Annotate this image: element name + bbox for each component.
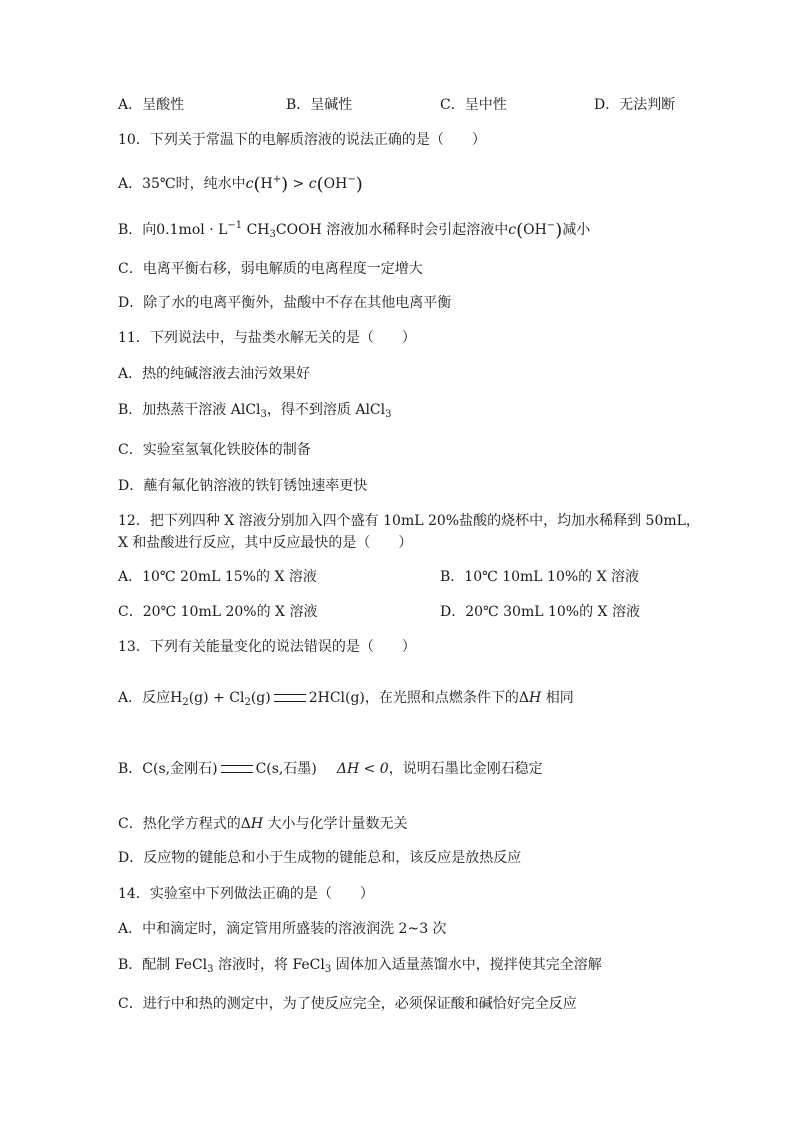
equals-sign-icon — [221, 765, 253, 773]
q10-stem: 10．下列关于常温下的电解质溶液的说法正确的是（ ） — [118, 132, 486, 148]
q13-a-end: 相同 — [541, 690, 574, 706]
q10-b-formula2: COOH — [275, 222, 322, 238]
q12-option-c: C．20℃ 10mL 20%的 X 溶液 — [118, 604, 318, 620]
q13-c-prefix: C．热化学方程式的 — [118, 816, 241, 832]
q11-b-prefix: B．加热蒸干溶液 AlCl — [118, 402, 261, 418]
q9-option-b: B．呈碱性 — [286, 97, 353, 113]
q14-option-a: A．中和滴定时，滴定管用所盛装的溶液润洗 2~3 次 — [118, 921, 447, 937]
q13-option-b — [118, 759, 543, 779]
q10-b-formula: CH — [246, 222, 270, 238]
q14-b-suffix: 固体加入适量蒸馏水中，搅拌使其完全溶解 — [331, 957, 602, 973]
q12-option-d: D．20℃ 30mL 10%的 X 溶液 — [440, 604, 640, 620]
q13-b-left: C(s,金刚石) — [142, 761, 218, 777]
q12-stem-line2: X 和盐酸进行反应，其中反应最快的是（ ） — [118, 535, 413, 551]
q13-a-suffix: ，在光照和点燃条件下的 — [364, 690, 519, 706]
q11-b-mid: ，得不到溶质 AlCl — [266, 402, 386, 418]
q10-b-prefix: B．向 — [118, 222, 157, 238]
q10-b-conc: 0.1mol · L — [156, 222, 228, 238]
q11-option-d: D．蘸有氟化钠溶液的铁钉锈蚀速率更快 — [118, 478, 368, 494]
q10-a-prefix: A．35℃时，纯水中 — [118, 176, 246, 192]
q10-option-a: A．35℃时，纯水中c(H+) > c(OH−) — [118, 174, 363, 195]
q9-option-c: C．呈中性 — [440, 97, 507, 113]
q11-option-b: B．加热蒸干溶液 AlCl$_3$，得不到溶质 AlCl$_3$ — [118, 402, 392, 420]
q13-c-suffix: 大小与化学计量数无关 — [263, 816, 408, 832]
q13-option-d: D．反应物的键能总和小于生成物的键能总和，该反应是放热反应 — [118, 850, 522, 866]
q14-option-c: C．进行中和热的测定中，为了使反应完全，必须保证酸和碱恰好完全反应 — [118, 996, 577, 1012]
q14-stem: 14．实验室中下列做法正确的是（ ） — [118, 886, 374, 902]
q14-b-prefix: B．配制 FeCl — [118, 957, 208, 973]
q10-b-suffix: 减小 — [562, 222, 591, 238]
q11-option-c: C．实验室氢氧化铁胶体的制备 — [118, 442, 311, 458]
q13-option-c: C．热化学方程式的ΔH 大小与化学计量数无关 — [118, 816, 408, 832]
q9-option-a: A．呈酸性 — [118, 97, 185, 113]
q10-option-b: B．向$0.1mol \cdot L^{-1}$ $CH_3COOH$ 溶液加水稀释时会引起溶液中c(OH−)减小 — [118, 220, 591, 241]
q12-option-b: B．10℃ 10mL 10%的 X 溶液 — [440, 569, 640, 585]
q14-b-mid: 溶液时，将 FeCl — [213, 957, 325, 973]
q13-b-dh: ΔH < 0 — [336, 761, 389, 777]
q13-b-prefix: B． — [118, 761, 143, 777]
q13-option-a: A．反应$H_2(g) + Cl_2(g)$ 2HCl(g)，在光照和点燃条件下的ΔH 相同 — [118, 690, 574, 708]
q10-option-c: C．电离平衡右移，弱电解质的电离程度一定增大 — [118, 261, 423, 277]
q9-option-d: D．无法判断 — [594, 97, 676, 113]
q13-b-suffix: ，说明石墨比金刚石稳定 — [388, 761, 543, 777]
q13-b-right: C(s,石墨) — [255, 761, 317, 777]
equals-sign-icon — [274, 694, 306, 702]
q11-stem: 11．下列说法中，与盐类水解无关的是（ ） — [118, 330, 416, 346]
q13-a-prefix: A．反应 — [118, 690, 171, 706]
q10-option-d: D．除了水的电离平衡外，盐酸中不存在其他电离平衡 — [118, 295, 452, 311]
q12-stem-line1: 12．把下列四种 X 溶液分别加入四个盛有 10mL 20%盐酸的烧杯中，均加水稀释到 50mL， — [118, 513, 700, 529]
q11-option-a: A．热的纯碱溶液去油污效果好 — [118, 366, 311, 382]
q14-option-b: B．配制 FeCl$_3$ 溶液时，将 FeCl$_3$ 固体加入适量蒸馏水中，搅拌使其完全溶解 — [118, 957, 602, 975]
q12-option-a: A．10℃ 20mL 15%的 X 溶液 — [118, 569, 317, 585]
q10-b-text: 溶液加水稀释时会引起溶液中 — [321, 222, 509, 238]
q13-stem: 13．下列有关能量变化的说法错误的是（ ） — [118, 639, 416, 655]
